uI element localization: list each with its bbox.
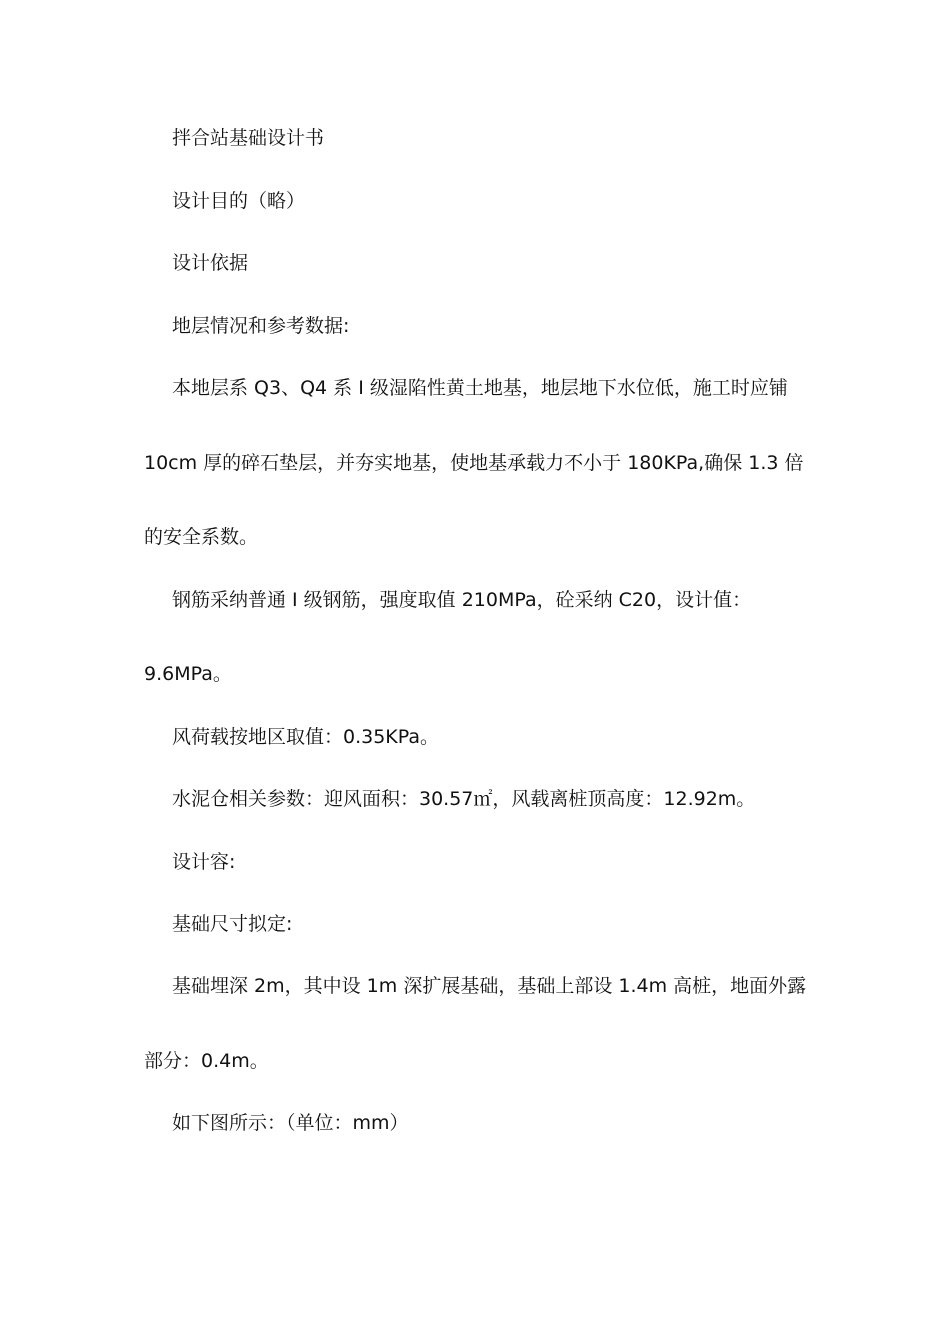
figure-caption: 如下图所示：（单位：mm）	[172, 1112, 409, 1134]
section-design-purpose: 设计目的（略）	[172, 190, 306, 212]
wind-load-paragraph: 风荷载按地区取值：0.35KPa。	[172, 726, 440, 748]
strata-paragraph-line-3: 的安全系数。	[144, 526, 259, 548]
section-strata-data: 地层情况和参考数据:	[172, 315, 350, 337]
section-design-basis: 设计依据	[172, 252, 249, 274]
cement-silo-paragraph: 水泥仓相关参数：迎风面积：30.57㎡，风载离桩顶高度：12.92m。	[172, 788, 756, 810]
foundation-paragraph-line-1: 基础埋深 2m，其中设 1m 深扩展基础，基础上部设 1.4m 高桩，地面外露	[172, 975, 807, 997]
strata-paragraph-line-1: 本地层系 Q3、Q4 系 I 级湿陷性黄土地基，地层地下水位低，施工时应铺	[172, 377, 788, 399]
rebar-paragraph-line-2: 9.6MPa。	[144, 663, 232, 685]
section-foundation-size: 基础尺寸拟定:	[172, 913, 293, 935]
strata-paragraph-line-2: 10cm 厚的碎石垫层，并夯实地基，使地基承载力不小于 180KPa,确保 1.3 倍	[144, 452, 804, 474]
section-design-content: 设计容:	[172, 851, 236, 873]
rebar-paragraph-line-1: 钢筋采纳普通 I 级钢筋，强度取值 210MPa，砼采纳 C20，设计值：	[172, 589, 752, 611]
foundation-paragraph-line-2: 部分：0.4m。	[144, 1050, 269, 1072]
document-title: 拌合站基础设计书	[172, 127, 325, 149]
